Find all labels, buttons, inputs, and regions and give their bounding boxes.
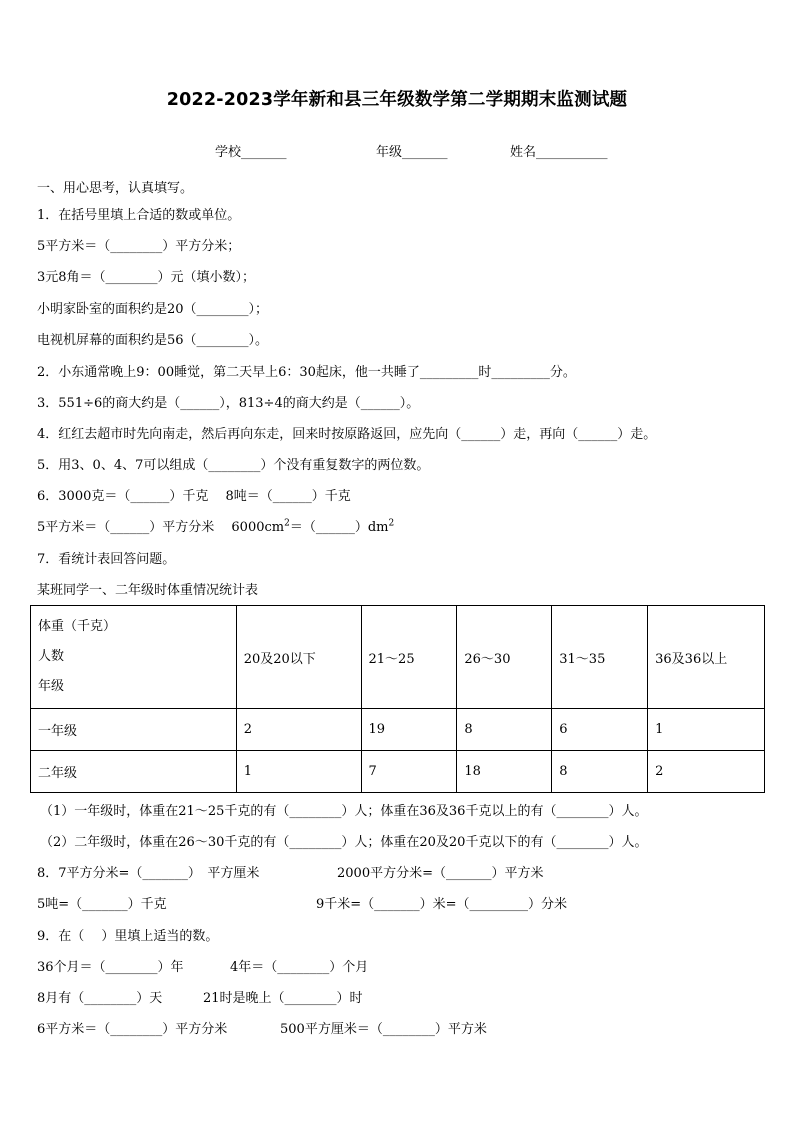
question-8-a2: 2000平方分米=（_______）平方米 [337, 866, 544, 881]
table-cell: 18 [457, 751, 552, 793]
column-header: 20及20以下 [236, 606, 361, 709]
row-label: 二年级 [31, 751, 237, 793]
question-6-b: 5平方米＝（______）平方分米 $6000cm^2=(\_\_\_\_\_\_)dm^2$ [37, 518, 395, 535]
section-heading: 一、用心思考，认真填写。 [37, 181, 194, 196]
question-9-stem: 9．在（ ）里填上适当的数。 [37, 929, 219, 944]
table-cell: 8 [457, 709, 552, 751]
question-8-a1: 8．7平方分米=（_______） 平方厘米 [37, 866, 260, 881]
table-row [31, 751, 765, 793]
table-cell: 19 [361, 709, 457, 751]
column-header: 31～35 [552, 606, 648, 709]
question-2: 2．小东通常晚上9：00睡觉，第二天早上6：30起床，他一共睡了_________时_________分。 [37, 365, 576, 380]
page-title: 2022-2023学年新和县三年级数学第二学期期末监测试题 [166, 90, 628, 110]
question-7-sub-2: （2）二年级时，体重在26～30千克的有（________）人；体重在20及20千克以下的有（________）人。 [40, 835, 648, 850]
question-1-b: 3元8角＝（________）元（填小数）； [37, 270, 256, 285]
question-6-a: 6．3000克＝（______）千克 8吨＝（______）千克 [37, 489, 351, 504]
table-cell: 2 [236, 709, 361, 751]
question-1-c: 小明家卧室的面积约是20（________）； [37, 302, 269, 317]
question-1-d: 电视机屏幕的面积约是56（________）。 [37, 333, 269, 348]
table-header-row [31, 606, 765, 709]
question-5: 5．用3、0、4、7可以组成（________）个没有重复数字的两位数。 [37, 458, 430, 473]
table-cell: 1 [236, 751, 361, 793]
table-row [31, 709, 765, 751]
question-3: 3．551÷6的商大约是（______），813÷4的商大约是（______）。 [37, 396, 420, 411]
question-7-sub-1: （1）一年级时，体重在21～25千克的有（________）人；体重在36及36千克以上的有（________）人。 [40, 804, 648, 819]
column-header: 26～30 [457, 606, 552, 709]
table-cell: 6 [552, 709, 648, 751]
school-field: 学校_______ [215, 145, 287, 160]
column-header: 36及36以上 [648, 606, 765, 709]
question-9-c1: 6平方米＝（________）平方分米 [37, 1022, 228, 1037]
question-8-b2: 9千米=（_______）米=（_________）分米 [316, 897, 568, 912]
question-7-stem: 7．看统计表回答问题。 [37, 552, 176, 567]
question-8-b1: 5吨=（_______）千克 [37, 897, 167, 912]
table-cell: 8 [552, 751, 648, 793]
name-field: 姓名___________ [510, 145, 608, 160]
question-1-a: 5平方米＝（________）平方分米； [37, 239, 241, 254]
question-9-c2: 500平方厘米＝（________）平方米 [280, 1022, 487, 1037]
column-header: 21～25 [361, 606, 457, 709]
question-9-a2: 4年＝（________）个月 [230, 960, 369, 975]
row-label: 一年级 [31, 709, 237, 751]
table-cell: 7 [361, 751, 457, 793]
table-cell: 1 [648, 709, 765, 751]
table-caption: 某班同学一、二年级时体重情况统计表 [37, 583, 259, 598]
table-corner-header: 体重（千克） 人数 年级 [31, 606, 237, 709]
question-1-stem: 1．在括号里填上合适的数或单位。 [37, 208, 241, 223]
question-9-b2: 21时是晚上（________）时 [203, 991, 363, 1006]
question-4: 4．红红去超市时先向南走，然后再向东走，回来时按原路返回，应先向（______）走，再向（______）走。 [37, 427, 657, 442]
grade-field: 年级_______ [376, 145, 448, 160]
weight-stats-table [30, 605, 765, 793]
question-9-b1: 8月有（________）天 [37, 991, 163, 1006]
question-9-a1: 36个月＝（________）年 [37, 960, 184, 975]
table-cell: 2 [648, 751, 765, 793]
